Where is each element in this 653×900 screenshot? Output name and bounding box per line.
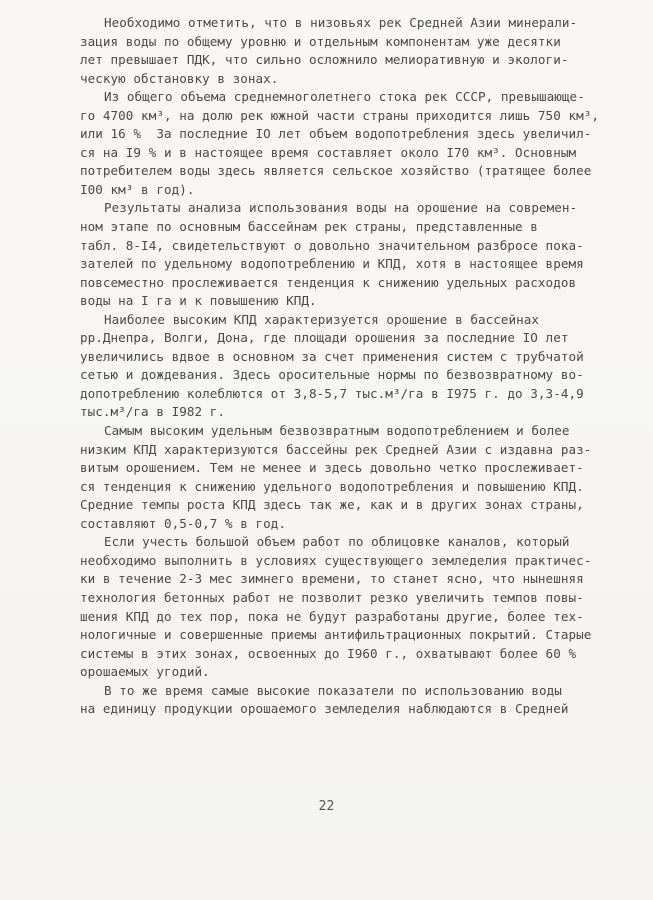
text-line: зателей по удельному водопотреблению и КПД, хотя в настоящее время (80, 256, 584, 272)
paragraph-7 (80, 682, 620, 719)
text-line: системы в этих зонах, освоенных до I960 г., охватывают более 60 % (80, 645, 577, 661)
text-line: рр.Днепра, Волги, Дона, где площади орошения за последние IO лет (80, 330, 569, 346)
text-line: ном этапе по основным бассейнам рек страны, представленные в (80, 219, 538, 235)
paragraph-5 (80, 422, 620, 533)
text-line: Если учесть большой объем работ по облицовке каналов, который (104, 534, 570, 550)
text-line: Наиболее высоким КПД характеризуется орошение в бассейнах (104, 311, 540, 327)
text-line: I00 км³ в год). (80, 181, 195, 197)
paragraph-1 (80, 14, 620, 88)
text-line: нологичные и совершенные приемы антифильтрационных покрытий. Старые (80, 627, 592, 643)
text-line: Результаты анализа использования воды на орошение на современ- (104, 200, 578, 216)
text-line: го 4700 км³, на долю рек южной части страны приходится лишь 750 км³, (80, 107, 599, 123)
text-line: допотреблению колеблются от 3,8-5,7 тыс.м³/га в I975 г. до 3,3-4,9 (80, 385, 584, 401)
text-line: тыс.м³/га в I982 г. (80, 404, 226, 420)
text-line: повсеместно прослеживается тенденция к снижению удельных расходов (80, 274, 577, 290)
text-line: или 16 % За последние IO лет объем водопотребления здесь увеличил- (80, 126, 592, 142)
text-line: воды на I га и к повышению КПД. (80, 293, 317, 309)
text-line: Из общего объема среднемноголетнего стока рек СССР, превышающе- (104, 89, 585, 105)
text-line: В то же время самые высокие показатели по использованию воды (104, 682, 562, 698)
text-line: ся на I9 % и в настоящее время составляет около I70 км³. Основным (80, 144, 577, 160)
text-line: ки в течение 2-3 мес зимнего времени, то станет ясно, что нынешняя (80, 571, 584, 587)
text-line: на единицу продукции орошаемого земледелия наблюдаются в Средней (80, 701, 569, 717)
text-line: зация воды по общему уровню и отдельным компонентам уже десятки (80, 33, 561, 49)
text-line: сетью и дождевания. Здесь оросительные нормы по безвозвратному во- (80, 367, 584, 383)
text-line: шения КПД до тех пор, пока не будут разработаны другие, более тех- (80, 608, 584, 624)
paragraph-6 (80, 533, 620, 681)
text-line: ческую обстановку в зонах. (80, 70, 279, 86)
paragraph-3 (80, 199, 620, 310)
text-line: Необходимо отметить, что в низовьях рек Средней Азии минерали- (104, 15, 578, 30)
text-line: увеличились вдвое в основном за счет применения систем с трубчатой (80, 348, 584, 364)
text-line: витым орошением. Тем не менее и здесь довольно четко прослеживает- (80, 460, 584, 476)
text-line: орошаемых угодий. (80, 664, 210, 680)
page-number: 22 (318, 799, 335, 814)
paragraph-2 (80, 88, 620, 199)
text-line: табл. 8-I4, свидетельствуют о довольно значительном разбросе пока- (80, 237, 584, 253)
text-line: необходимо выполнить в условиях существующего земледелия практичес- (80, 552, 592, 568)
text-line: технология бетонных работ не позволит резко увеличить темпов повы- (80, 589, 584, 605)
text-line: Самым высоким удельным безвозвратным водопотреблением и более (104, 423, 570, 439)
text-line: ся тенденция к снижению удельного водопотребления и повышению КПД. (80, 478, 584, 494)
text-line: потребителем воды здесь является сельское хозяйство (тратящее более (80, 163, 592, 179)
document-body (80, 14, 620, 719)
text-line: низким КПД характеризуются бассейны рек Средней Азии с издавна раз- (80, 441, 592, 457)
text-line: лет превышает ПДК, что сильно осложнило мелиоративную и экологи- (80, 52, 569, 68)
text-line: составляют 0,5-0,7 % в год. (80, 515, 287, 531)
paragraph-4 (80, 311, 620, 422)
text-line: Средние темпы роста КПД здесь так же, как и в других зонах страны, (80, 497, 584, 513)
